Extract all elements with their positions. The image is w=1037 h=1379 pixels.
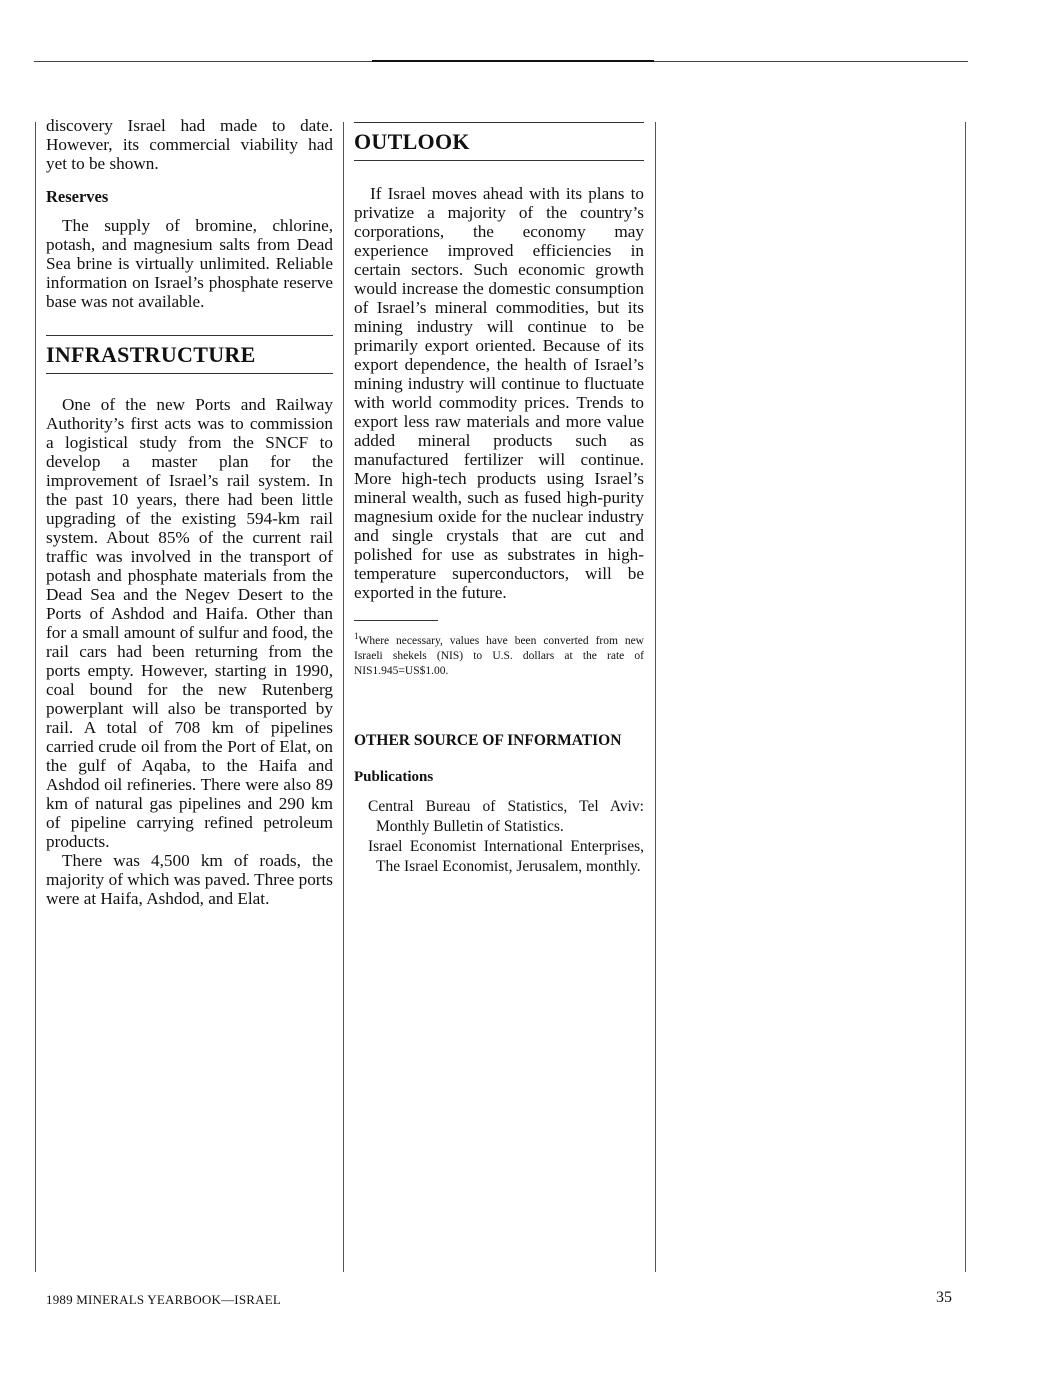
top-rule-accent [372, 60, 654, 62]
page-number: 35 [936, 1289, 952, 1306]
reserves-text: The supply of bromine, chlorine, potash, and magnesium salts from Dead Sea brine is virtually unlimited. Reliable information on Israel’s phosphate reserve base was not available. [46, 216, 333, 311]
outlook-section [354, 122, 644, 161]
column-divider-1 [343, 122, 344, 1272]
footnote [354, 629, 644, 679]
other-source-heading: OTHER SOURCE OF INFORMATION [354, 731, 622, 749]
infrastructure-paragraph-1: One of the new Ports and Railway Authority’s first acts was to commission a logistical study from the SNCF to develop a master plan for the improvement of Israel’s rail system. In the past 10 years, there had been little upgrading of the existing 594-km rail system. About 85% of the current rail traffic was involved in the transport of potash and phosphate materials from the Dead Sea and the Negev Desert to the Ports of Ashdod and Haifa. Other than for a small amount of sulfur and food, the rail cars had been returning from the ports empty. However, starting in 1990, coal bound for the new Rutenberg powerplant will also be transported by rail. A total of 708 km of pipelines carried crude oil from the Port of Elat, on the gulf of Aqaba, to the Haifa and Ashdod oil refineries. There were also 89 km of natural gas pipelines and 290 km of pipeline carrying refined petroleum products. [46, 395, 333, 851]
infrastructure-section [46, 335, 333, 374]
column-divider-left [35, 122, 36, 1272]
footnote-text: Where necessary, values have been converted from new Israeli shekels (NIS) to U.S. dollars at the rate of NIS1.945=US$1.00. [354, 634, 644, 677]
column-1 [46, 116, 333, 908]
footnote-mark: 1 [354, 631, 359, 641]
infrastructure-paragraph-2: There was 4,500 km of roads, the majority of which was paved. Three ports were at Haifa, Ashdod, and Elat. [46, 851, 333, 908]
footer-title: 1989 MINERALS YEARBOOK—ISRAEL [46, 1292, 281, 1307]
footnote-rule [354, 620, 438, 621]
column-2 [354, 116, 644, 877]
reference-item: Central Bureau of Statistics, Tel Aviv: Monthly Bulletin of Statistics. [368, 797, 644, 835]
reference-item: Israel Economist International Enterprises, The Israel Economist, Jerusalem, monthly. [368, 837, 644, 875]
outlook-heading: OUTLOOK [354, 129, 470, 154]
outlook-text: If Israel moves ahead with its plans to privatize a majority of the country’s corporations, the economy may experience improved efficiencies in certain sectors. Such economic growth would increase the domestic consumption of Israel’s mineral commodities, but its mining industry will continue to be primarily export oriented. Because of its export dependence, the health of Israel’s mining industry will continue to fluctuate with world commodity prices. Trends to export less raw materials and more value added mineral products such as manufactured fertilizer will continue. More high-tech products using Israel’s mineral wealth, such as fused high-purity magnesium oxide for the nuclear industry and single crystals that are cut and polished for use as substrates in high-temperature superconductors, will be exported in the future. [354, 184, 644, 602]
reserves-heading: Reserves [46, 187, 109, 206]
publications-heading: Publications [354, 768, 434, 785]
column-divider-right [965, 122, 966, 1272]
intro-text: discovery Israel had made to date. However, its commercial viability had yet to be shown. [46, 116, 333, 173]
infrastructure-heading: INFRASTRUCTURE [46, 342, 256, 367]
column-divider-2 [655, 122, 656, 1272]
